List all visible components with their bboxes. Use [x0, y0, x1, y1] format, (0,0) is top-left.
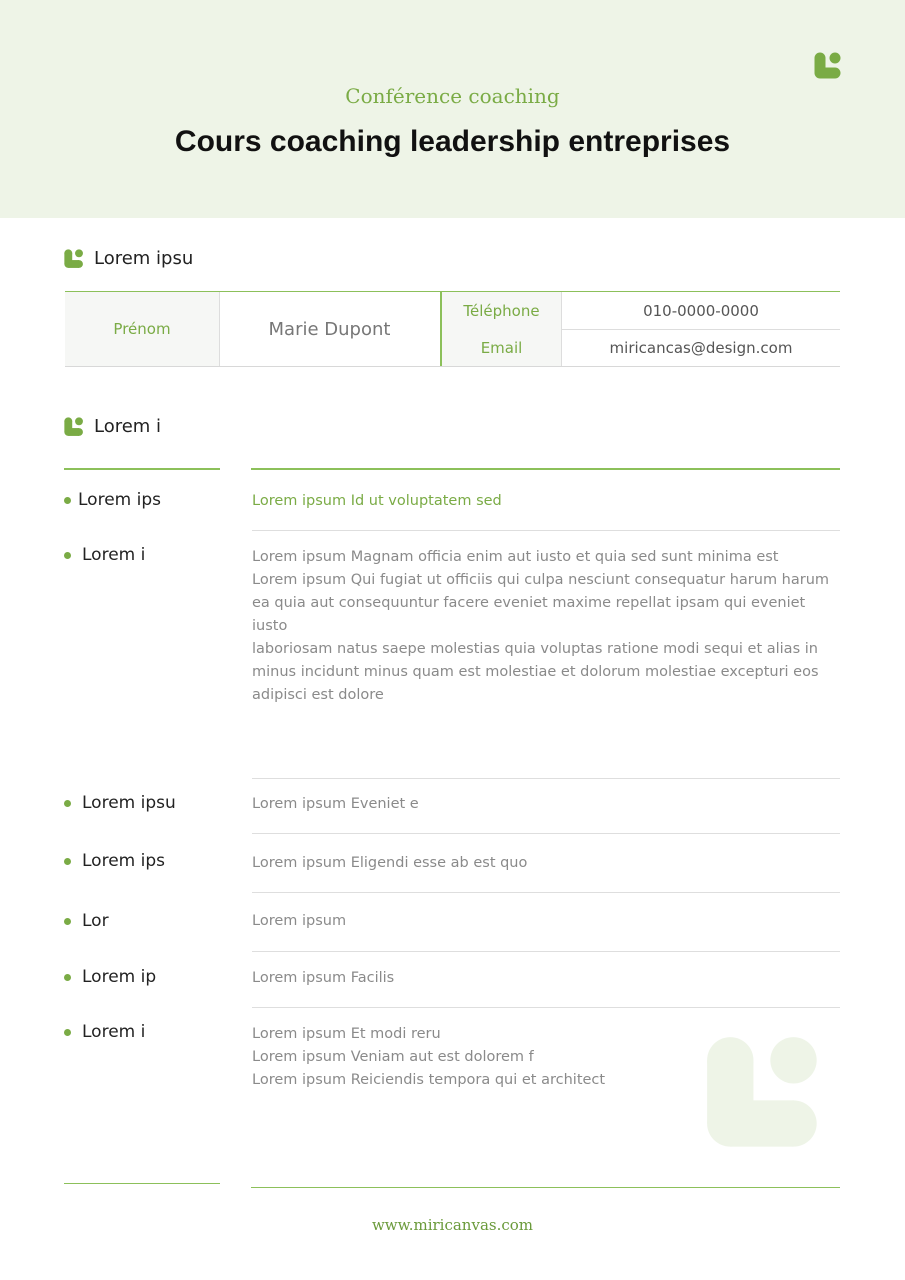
- row-label: Lor: [82, 911, 109, 931]
- document-title: Cours coaching leadership entreprises: [174, 125, 731, 158]
- row-value: Lorem ipsum Eveniet e: [252, 796, 419, 812]
- bullet-icon: [64, 1029, 71, 1036]
- email-value: miricancas@design.com: [609, 338, 793, 357]
- divider: [252, 951, 840, 952]
- section-logo-icon: [64, 417, 84, 437]
- row-value: Lorem ipsum Facilis: [252, 970, 395, 986]
- row-label: Lorem ips: [82, 851, 165, 871]
- row-value: Lorem ipsum Et modi reru Lorem ipsum Veniam aut est dolorem f Lorem ipsum Reiciendis tempora qui et architect: [252, 1026, 606, 1088]
- row-value: Lorem ipsum Magnam officia enim aut iusto et quia sed sunt minima est Lorem ipsum Qui fugiat ut officiis qui culpa nesciunt consequatur harum harum ea quia aut consequuntur facere eveniet maxime repellat ipsam qui eveniet iusto laboriosam natus saepe molestias quia voluptas ratione modi sequi et alias in minus incidunt minus quam est molestiae et dolorum molestiae excepturi eos adipisci est dolore: [252, 549, 830, 703]
- divider: [251, 1187, 840, 1188]
- section-logo-icon: [64, 249, 84, 269]
- row-label: Lorem ips: [78, 490, 161, 510]
- list-item: [64, 911, 109, 931]
- divider: [251, 468, 840, 470]
- list-item: [64, 967, 156, 987]
- bullet-icon: [64, 497, 71, 504]
- list-item: [64, 545, 145, 565]
- section-heading-details: [64, 416, 161, 437]
- divider: [252, 833, 840, 834]
- document-subtitle: Conférence coaching: [345, 84, 560, 108]
- list-item: [64, 490, 161, 510]
- section-heading-profile: [64, 248, 193, 269]
- brand-logo-icon: [814, 52, 842, 80]
- phone-label: Téléphone: [442, 292, 562, 329]
- row-value: Lorem ipsum Eligendi esse ab est quo: [252, 855, 528, 871]
- bullet-icon: [64, 918, 71, 925]
- first-name-label: Prénom: [65, 292, 220, 366]
- divider: [252, 778, 840, 779]
- email-row: [442, 329, 840, 366]
- bullet-icon: [64, 552, 71, 559]
- divider: [252, 892, 840, 893]
- row-value: Lorem ipsum Id ut voluptatem sed: [252, 493, 502, 509]
- footer-url: www.miricanvas.com: [371, 1216, 534, 1234]
- divider: [64, 1183, 220, 1184]
- list-item: [64, 1022, 145, 1042]
- phone-value: 010-0000-0000: [643, 301, 759, 320]
- row-label: Lorem ip: [82, 967, 157, 987]
- phone-row: [442, 292, 840, 330]
- header-band: [0, 0, 905, 218]
- brand-watermark-icon: [705, 1035, 823, 1153]
- list-item: [64, 851, 165, 871]
- list-item: [64, 793, 176, 813]
- bullet-icon: [64, 858, 71, 865]
- name-value: Marie Dupont: [268, 318, 391, 340]
- section-title: Lorem ipsu: [94, 248, 194, 269]
- divider: [252, 1007, 840, 1008]
- email-label: Email: [442, 329, 562, 366]
- divider: [64, 468, 220, 470]
- divider: [252, 530, 840, 531]
- section-title: Lorem i: [94, 416, 162, 437]
- contact-table: [65, 291, 840, 367]
- bullet-icon: [64, 800, 71, 807]
- row-label: Lorem i: [82, 545, 146, 565]
- row-label: Lorem ipsu: [82, 793, 176, 813]
- row-label: Lorem i: [82, 1022, 146, 1042]
- row-value: Lorem ipsum: [252, 913, 347, 929]
- bullet-icon: [64, 974, 71, 981]
